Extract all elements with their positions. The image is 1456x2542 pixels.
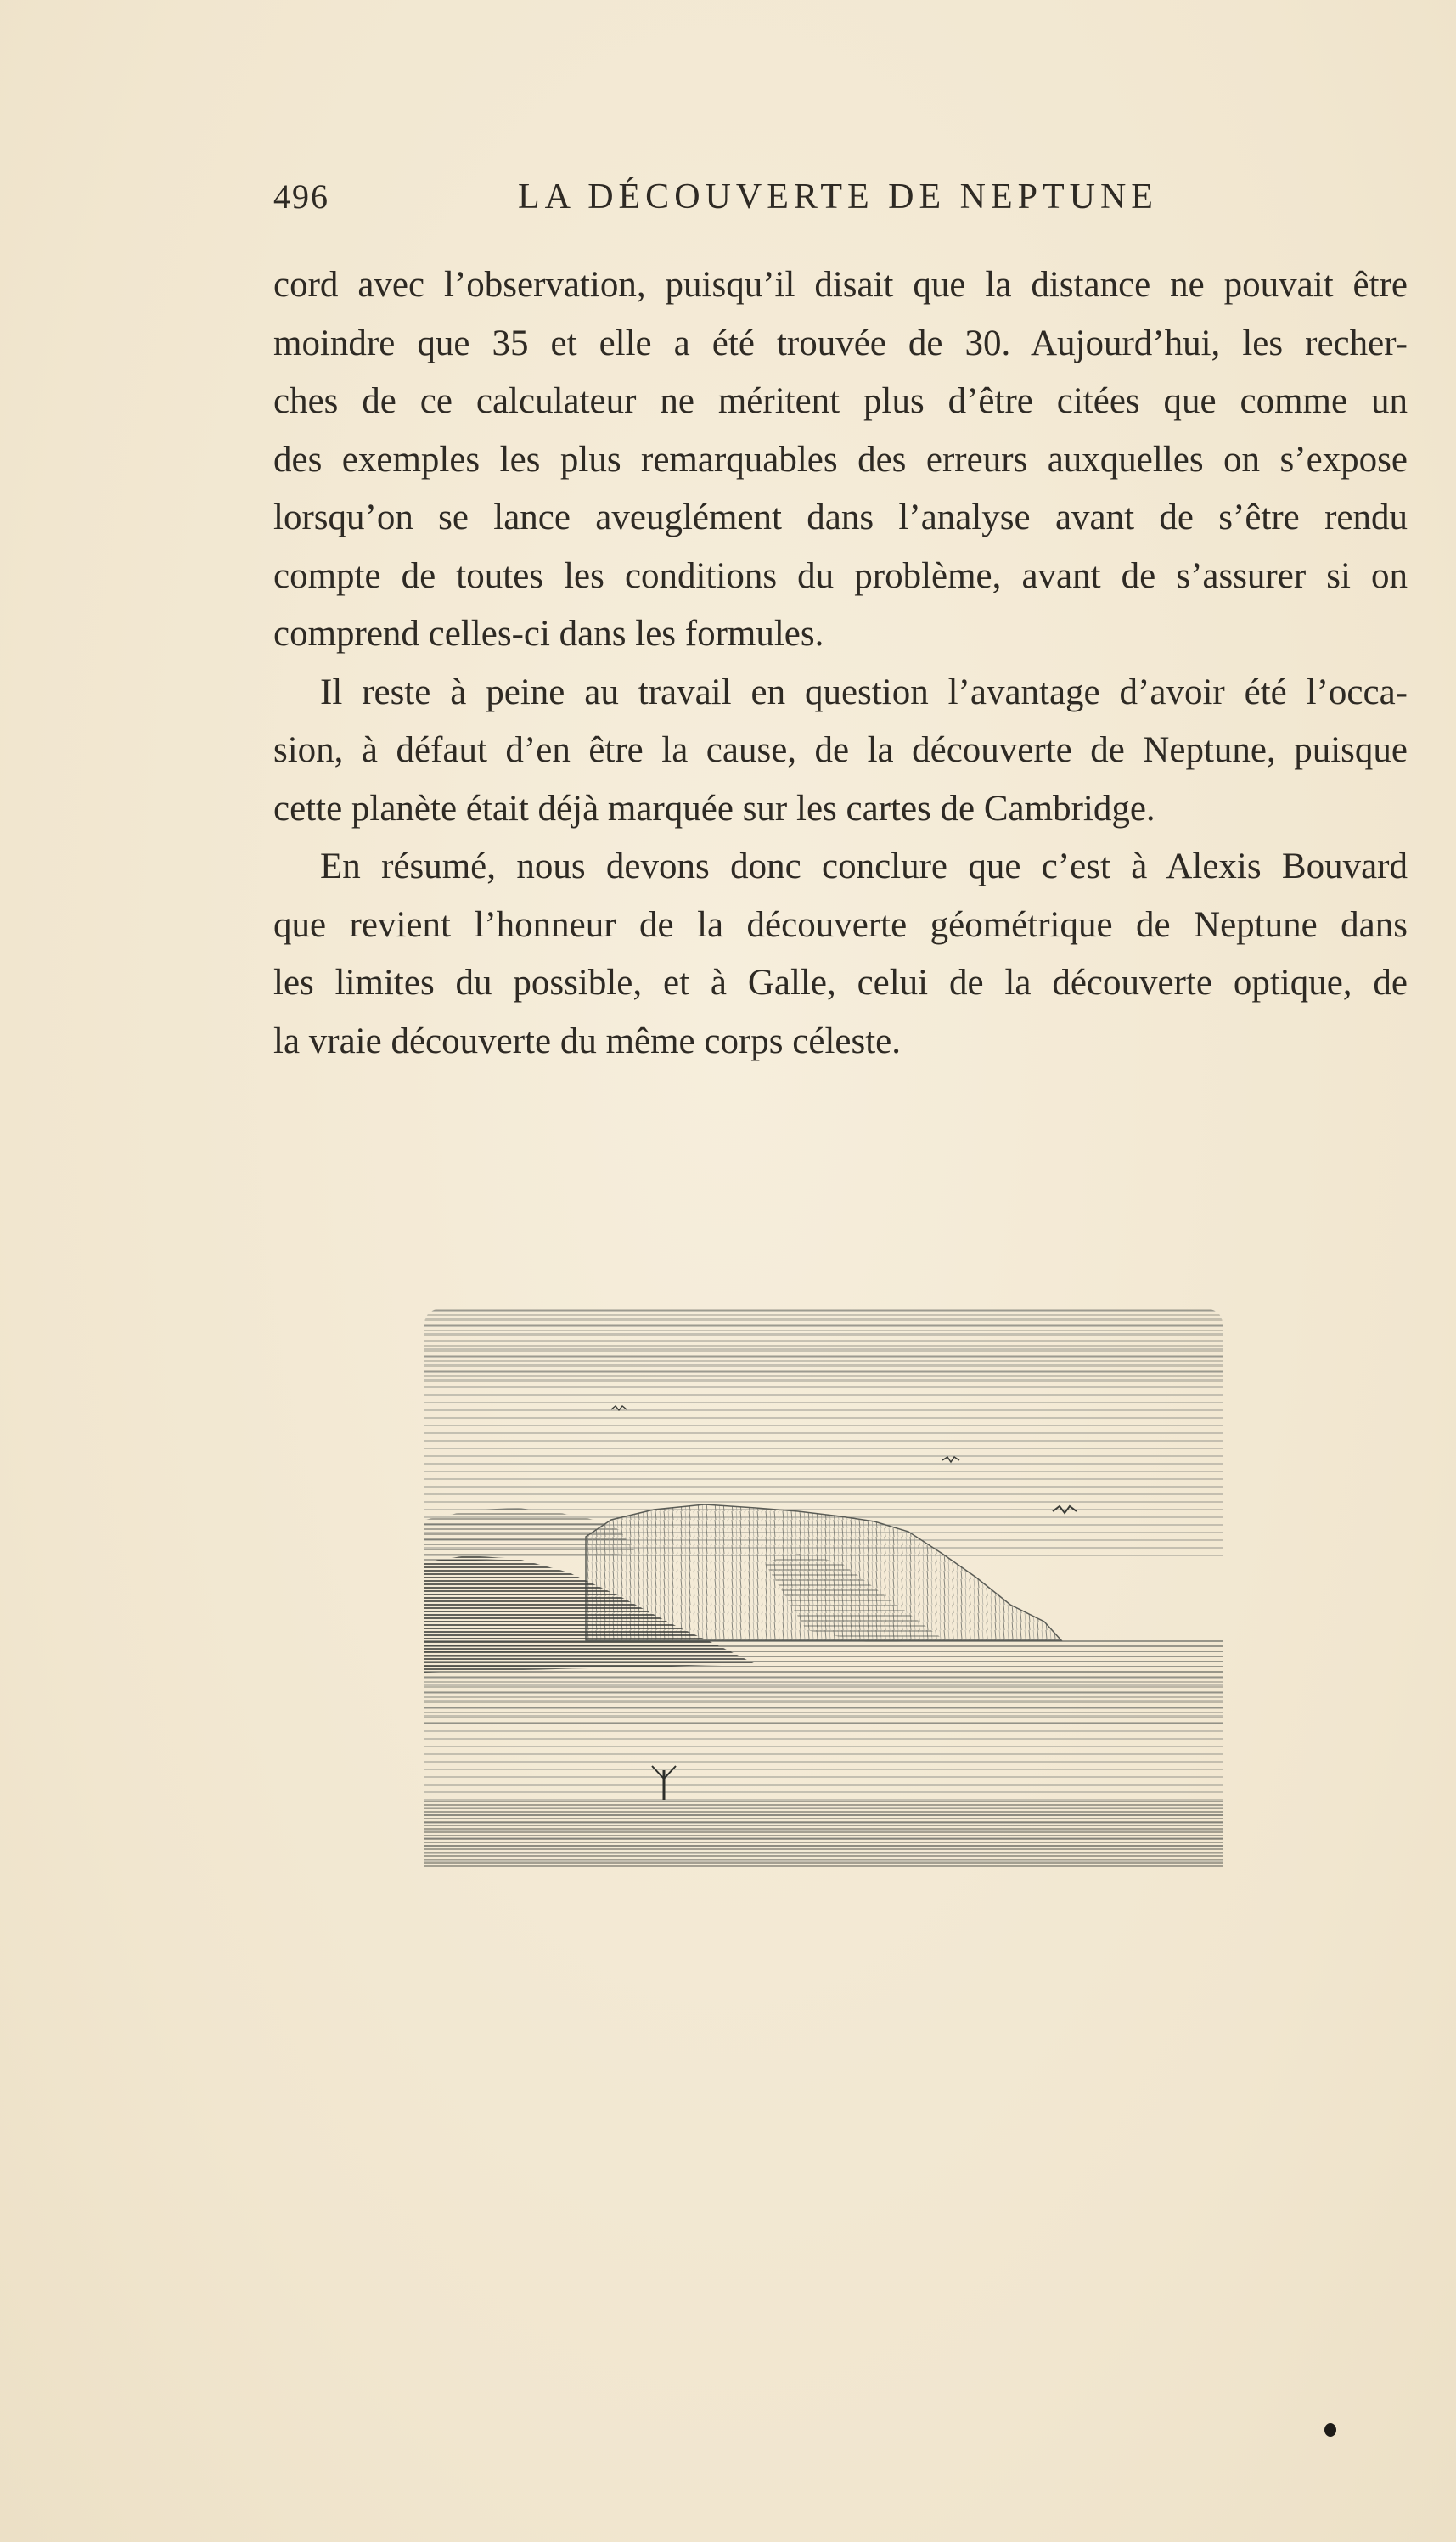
ink-dot (1324, 2423, 1336, 2437)
text-line: des exemples les plus remarquables des erreurs auxquelles on s’expose (273, 439, 1408, 480)
text-line: compte de toutes les conditions du problème, avant de s’assurer si on (273, 555, 1408, 596)
text-line: que revient l’honneur de la découverte géométrique de Neptune dans (273, 904, 1408, 945)
running-title: LA DÉCOUVERTE DE NEPTUNE (518, 177, 1158, 217)
text-line: cette planète était déjà marquée sur les cartes de Cambridge. (273, 788, 1155, 829)
text-line: En résumé, nous devons donc conclure que c’est à Alexis Bouvard (320, 846, 1408, 886)
body-text (273, 256, 1408, 1071)
text-line: ches de ce calculateur ne méritent plus d’être citées que comme un (273, 381, 1408, 421)
text-line: comprend celles-ci dans les formules. (273, 614, 824, 654)
text-line: moindre que 35 et elle a été trouvée de 30. Aujourd’hui, les recher- (273, 323, 1408, 363)
text-line: cord avec l’observation, puisqu’il disait que la distance ne pouvait être (273, 265, 1408, 305)
page-number: 496 (273, 177, 329, 216)
paragraph (273, 838, 1408, 1071)
coastal-cliffs-engraving (399, 1308, 1248, 1868)
paragraph (273, 664, 1408, 839)
text-line: la vraie découverte du même corps céleste. (273, 1021, 901, 1061)
text-line: lorsqu’on se lance aveuglément dans l’analyse avant de s’être rendu (273, 498, 1408, 537)
text-line: les limites du possible, et à Galle, celui de la découverte optique, de (273, 963, 1408, 1003)
running-header (273, 177, 1403, 228)
text-line: Il reste à peine au travail en question l’avantage d’avoir été l’occa- (320, 672, 1408, 712)
text-line: sion, à défaut d’en être la cause, de la découverte de Neptune, puisque (273, 730, 1408, 770)
paragraph (273, 256, 1408, 664)
